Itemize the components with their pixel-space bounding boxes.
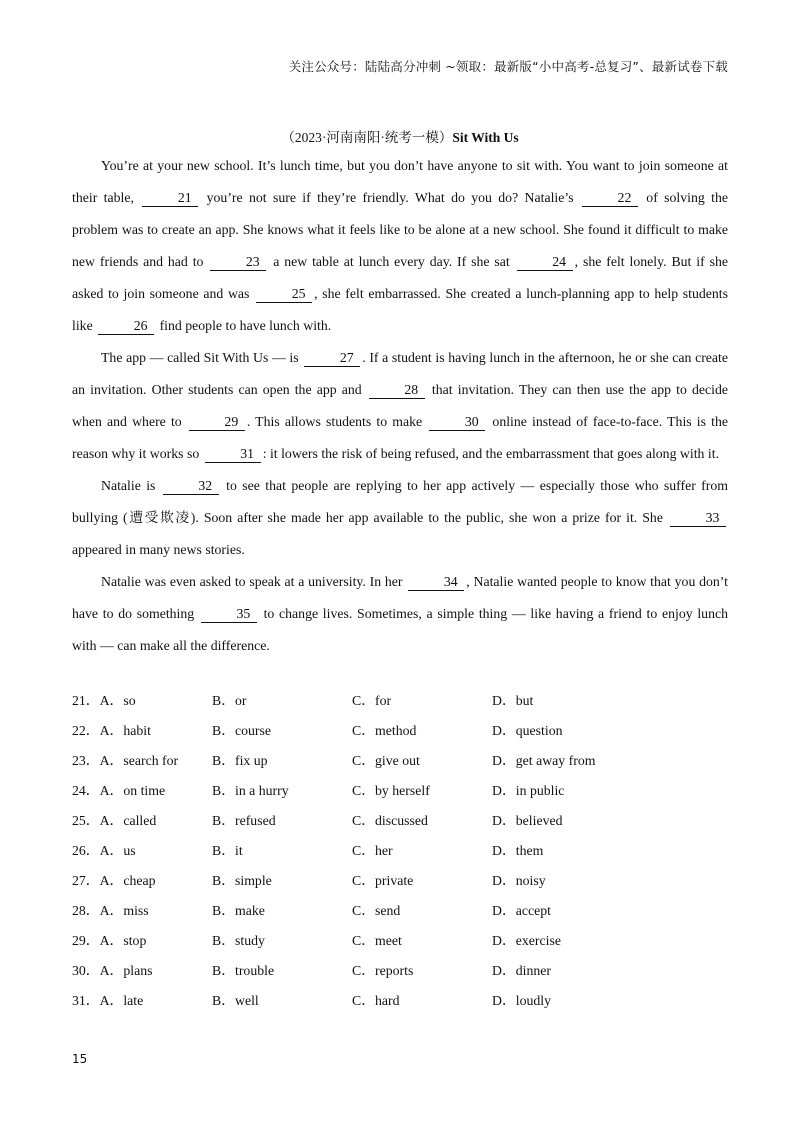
option-c[interactable]: C．send xyxy=(352,903,401,918)
option-a[interactable]: 21．A．so xyxy=(72,693,136,708)
option-a[interactable]: 30．A．plans xyxy=(72,963,153,978)
blank-22[interactable]: 22 xyxy=(582,190,638,207)
option-b[interactable]: B．trouble xyxy=(212,963,275,978)
page-number: 15 xyxy=(72,1052,88,1066)
blank-23[interactable]: 23 xyxy=(210,254,266,271)
option-row-29 xyxy=(72,928,728,958)
option-row-27 xyxy=(72,868,728,898)
option-b[interactable]: B．or xyxy=(212,693,247,708)
option-c[interactable]: C．by herself xyxy=(352,783,430,798)
option-d[interactable]: D．question xyxy=(492,723,563,738)
option-row-28 xyxy=(72,898,728,928)
option-a[interactable]: 26．A．us xyxy=(72,843,136,858)
text: find people to have lunch with. xyxy=(156,318,332,333)
option-b[interactable]: B．refused xyxy=(212,813,276,828)
option-b[interactable]: B．study xyxy=(212,933,265,948)
paragraph-4 xyxy=(72,566,728,662)
title-name: Sit With Us xyxy=(452,130,519,145)
text: You’re at your new school. It’s lunch time, but you don’t have anyone to sit with. You want to join someone at their table, xyxy=(72,158,728,205)
option-row-26 xyxy=(72,838,728,868)
blank-31[interactable]: 31 xyxy=(205,446,261,463)
text: . If a student is having lunch in the afternoon, he or she can create an invitation. Other students can open the app and xyxy=(72,350,728,397)
text: a new table at lunch every day. If she sat xyxy=(268,254,515,269)
passage xyxy=(72,150,728,662)
option-row-22 xyxy=(72,718,728,748)
blank-32[interactable]: 32 xyxy=(163,478,219,495)
page-header: 关注公众号：陆陆高分冲刺 ~领取：最新版“小中高考-总复习”、最新试卷下载 xyxy=(288,59,728,74)
option-a[interactable]: 25．A．called xyxy=(72,813,157,828)
option-b[interactable]: B．course xyxy=(212,723,272,738)
text: you’re not sure if they’re friendly. What do you do? Natalie’s xyxy=(200,190,580,205)
option-c[interactable]: C．for xyxy=(352,693,392,708)
text: The app — called Sit With Us — is xyxy=(101,350,303,365)
option-c[interactable]: C．meet xyxy=(352,933,402,948)
option-b[interactable]: B．in a hurry xyxy=(212,783,289,798)
option-b[interactable]: B．it xyxy=(212,843,243,858)
option-row-30 xyxy=(72,958,728,988)
paragraph-3 xyxy=(72,470,728,566)
text: Natalie is xyxy=(101,478,161,493)
option-a[interactable]: 27．A．cheap xyxy=(72,873,156,888)
option-c[interactable]: C．private xyxy=(352,873,414,888)
text: online instead of face-to-face. This is the reason why it works so xyxy=(72,414,728,461)
title-source: （2023·河南南阳·统考一模） xyxy=(281,130,453,145)
option-d[interactable]: D．believed xyxy=(492,813,563,828)
option-c[interactable]: C．her xyxy=(352,843,393,858)
text: , Natalie wanted people to know that you don’t have to do something xyxy=(72,574,728,621)
option-row-24 xyxy=(72,778,728,808)
passage-title xyxy=(0,126,800,146)
text: Natalie was even asked to speak at a university. In her xyxy=(101,574,407,589)
option-a[interactable]: 24．A．on time xyxy=(72,783,166,798)
blank-28[interactable]: 28 xyxy=(369,382,425,399)
blank-27[interactable]: 27 xyxy=(304,350,360,367)
blank-26[interactable]: 26 xyxy=(98,318,154,335)
option-d[interactable]: D．in public xyxy=(492,783,565,798)
option-d[interactable]: D．loudly xyxy=(492,993,552,1008)
paragraph-2 xyxy=(72,342,728,470)
blank-21[interactable]: 21 xyxy=(142,190,198,207)
option-row-25 xyxy=(72,808,728,838)
text: , she felt embarrassed. She created a lunch-planning app to help students like xyxy=(72,286,728,333)
option-a[interactable]: 22．A．habit xyxy=(72,723,151,738)
text: : it lowers the risk of being refused, and the embarrassment that goes along with it. xyxy=(262,446,720,461)
option-row-31 xyxy=(72,988,728,1018)
option-d[interactable]: D．noisy xyxy=(492,873,546,888)
text: . This allows students to make xyxy=(246,414,428,429)
blank-25[interactable]: 25 xyxy=(256,286,312,303)
blank-30[interactable]: 30 xyxy=(429,414,485,431)
option-row-21 xyxy=(72,688,728,718)
option-d[interactable]: D．get away from xyxy=(492,753,596,768)
option-d[interactable]: D．but xyxy=(492,693,534,708)
option-c[interactable]: C．discussed xyxy=(352,813,428,828)
text: of solving the problem was to create an app. She knows what it feels like to be alone at a new school. She found it difficult to make new friends and had to xyxy=(72,190,728,269)
option-a[interactable]: 29．A．stop xyxy=(72,933,147,948)
blank-29[interactable]: 29 xyxy=(189,414,245,431)
option-a[interactable]: 23．A．search for xyxy=(72,753,179,768)
blank-33[interactable]: 33 xyxy=(670,510,726,527)
paragraph-1 xyxy=(72,150,728,342)
option-b[interactable]: B．well xyxy=(212,993,259,1008)
option-a[interactable]: 31．A．late xyxy=(72,993,144,1008)
blank-24[interactable]: 24 xyxy=(517,254,573,271)
text: , she felt lonely. But if she asked to join someone and was xyxy=(72,254,728,301)
blank-35[interactable]: 35 xyxy=(201,606,257,623)
option-d[interactable]: D．accept xyxy=(492,903,551,918)
option-c[interactable]: C．reports xyxy=(352,963,414,978)
option-b[interactable]: B．simple xyxy=(212,873,272,888)
option-b[interactable]: B．fix up xyxy=(212,753,268,768)
option-d[interactable]: D．dinner xyxy=(492,963,552,978)
text: to change lives. Sometimes, a simple thing — like having a friend to enjoy lunch with — can make all the difference. xyxy=(72,606,728,653)
option-c[interactable]: C．hard xyxy=(352,993,400,1008)
text: appeared in many news stories. xyxy=(72,542,245,557)
option-c[interactable]: C．give out xyxy=(352,753,420,768)
option-c[interactable]: C．method xyxy=(352,723,417,738)
blank-34[interactable]: 34 xyxy=(408,574,464,591)
answer-options xyxy=(72,688,728,1018)
option-a[interactable]: 28．A．miss xyxy=(72,903,149,918)
option-d[interactable]: D．them xyxy=(492,843,544,858)
option-d[interactable]: D．exercise xyxy=(492,933,561,948)
option-row-23 xyxy=(72,748,728,778)
option-b[interactable]: B．make xyxy=(212,903,265,918)
text: that invitation. They can then use the app to decide when and where to xyxy=(72,382,728,429)
text: to see that people are replying to her app actively — especially those who suffer from bullying (遭受欺凌). Soon after she made her app available to the public, she won a prize for it. She xyxy=(72,478,729,525)
